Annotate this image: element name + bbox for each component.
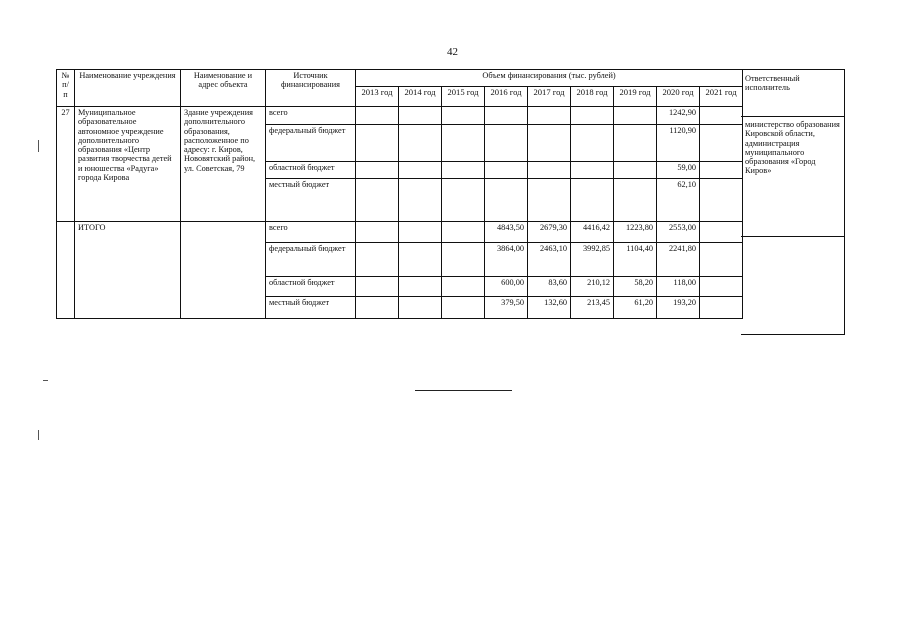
responsible-header-border [741, 116, 844, 117]
funding-value: 4416,42 [571, 222, 614, 243]
funding-source: федеральный бюджет [266, 243, 356, 277]
funding-value [700, 107, 743, 125]
funding-source: всего [266, 107, 356, 125]
page-number: 42 [447, 46, 458, 58]
header-year: 2015 год [442, 87, 485, 107]
table-row [57, 107, 743, 125]
funding-value [700, 125, 743, 162]
funding-value [399, 125, 442, 162]
funding-source: местный бюджет [266, 297, 356, 319]
funding-value [399, 277, 442, 297]
funding-value: 118,00 [657, 277, 700, 297]
funding-value: 59,00 [657, 162, 700, 179]
funding-value [442, 107, 485, 125]
header-year: 2021 год [700, 87, 743, 107]
funding-value: 210,12 [571, 277, 614, 297]
funding-value [528, 179, 571, 222]
funding-value [485, 125, 528, 162]
total-label: ИТОГО [75, 222, 181, 319]
financing-table [56, 69, 743, 319]
funding-value [528, 125, 571, 162]
header-source: Источник финансирования [266, 70, 356, 107]
funding-value: 3992,85 [571, 243, 614, 277]
funding-value [356, 222, 399, 243]
scan-mark [43, 380, 48, 381]
funding-value [700, 277, 743, 297]
header-num: № п/п [57, 70, 75, 107]
funding-value [700, 162, 743, 179]
funding-value [571, 179, 614, 222]
funding-value [399, 297, 442, 319]
institution-name: Муниципальное образовательное автономное учреждение дополнительного образования «Центр развития творчества детей и юношества «Радуга» города Кирова [75, 107, 181, 222]
funding-value [700, 243, 743, 277]
funding-value [356, 107, 399, 125]
funding-source: местный бюджет [266, 179, 356, 222]
header-year: 2017 год [528, 87, 571, 107]
funding-value: 2553,00 [657, 222, 700, 243]
funding-source: областной бюджет [266, 162, 356, 179]
funding-value [442, 277, 485, 297]
funding-value: 1104,40 [614, 243, 657, 277]
funding-value: 132,60 [528, 297, 571, 319]
funding-value [485, 107, 528, 125]
funding-source: федеральный бюджет [266, 125, 356, 162]
funding-value [442, 162, 485, 179]
funding-value: 62,10 [657, 179, 700, 222]
funding-value [399, 243, 442, 277]
scan-mark [38, 430, 39, 440]
separator-line [415, 390, 512, 391]
row-number: 27 [57, 107, 75, 222]
funding-value [399, 162, 442, 179]
header-year: 2016 год [485, 87, 528, 107]
funding-value [399, 179, 442, 222]
funding-value [700, 297, 743, 319]
funding-value [356, 179, 399, 222]
responsible-executor: министерство образования Кировской области, администрация муниципального образования «Город Киров» [745, 120, 840, 176]
funding-value: 2463,10 [528, 243, 571, 277]
object-address: Здание учреждения дополнительного образования, расположенное по адресу: г. Киров, Нововятский район, ул. Советская, 79 [181, 107, 266, 222]
funding-value: 58,20 [614, 277, 657, 297]
funding-value [442, 179, 485, 222]
funding-value: 2241,80 [657, 243, 700, 277]
funding-value [614, 162, 657, 179]
header-year: 2020 год [657, 87, 700, 107]
funding-value: 1223,80 [614, 222, 657, 243]
header-year: 2014 год [399, 87, 442, 107]
row-number [57, 222, 75, 319]
funding-value [356, 243, 399, 277]
funding-source: всего [266, 222, 356, 243]
header-funding: Объем финансирования (тыс. рублей) [356, 70, 743, 87]
funding-value [356, 125, 399, 162]
funding-value: 3864,00 [485, 243, 528, 277]
object-address [181, 222, 266, 319]
funding-value [442, 243, 485, 277]
funding-value: 379,50 [485, 297, 528, 319]
funding-value: 1120,90 [657, 125, 700, 162]
header-institution: Наименование учреждения [75, 70, 181, 107]
funding-value: 1242,90 [657, 107, 700, 125]
funding-value [528, 162, 571, 179]
header-responsible [741, 69, 845, 335]
funding-value: 61,20 [614, 297, 657, 319]
funding-value: 83,60 [528, 277, 571, 297]
funding-value: 2679,30 [528, 222, 571, 243]
funding-value [485, 179, 528, 222]
funding-value [399, 222, 442, 243]
header-year: 2019 год [614, 87, 657, 107]
funding-value [442, 125, 485, 162]
funding-value: 213,45 [571, 297, 614, 319]
funding-value [356, 297, 399, 319]
funding-source: областной бюджет [266, 277, 356, 297]
funding-value [442, 297, 485, 319]
funding-value [614, 179, 657, 222]
funding-value [700, 179, 743, 222]
funding-value [442, 222, 485, 243]
scan-mark [38, 140, 39, 152]
funding-value [571, 107, 614, 125]
funding-value [571, 125, 614, 162]
responsible-header-text: Ответственный исполнитель [745, 74, 800, 93]
funding-value [614, 107, 657, 125]
header-year: 2018 год [571, 87, 614, 107]
funding-value: 4843,50 [485, 222, 528, 243]
funding-value: 193,20 [657, 297, 700, 319]
header-object: Наименование и адрес объекта [181, 70, 266, 107]
funding-value: 600,00 [485, 277, 528, 297]
funding-value [399, 107, 442, 125]
funding-value [485, 162, 528, 179]
funding-value [528, 107, 571, 125]
funding-value [356, 162, 399, 179]
funding-value [356, 277, 399, 297]
funding-value [571, 162, 614, 179]
table-row [57, 222, 743, 243]
funding-value [614, 125, 657, 162]
responsible-block-border [741, 236, 844, 237]
header-year: 2013 год [356, 87, 399, 107]
funding-value [700, 222, 743, 243]
